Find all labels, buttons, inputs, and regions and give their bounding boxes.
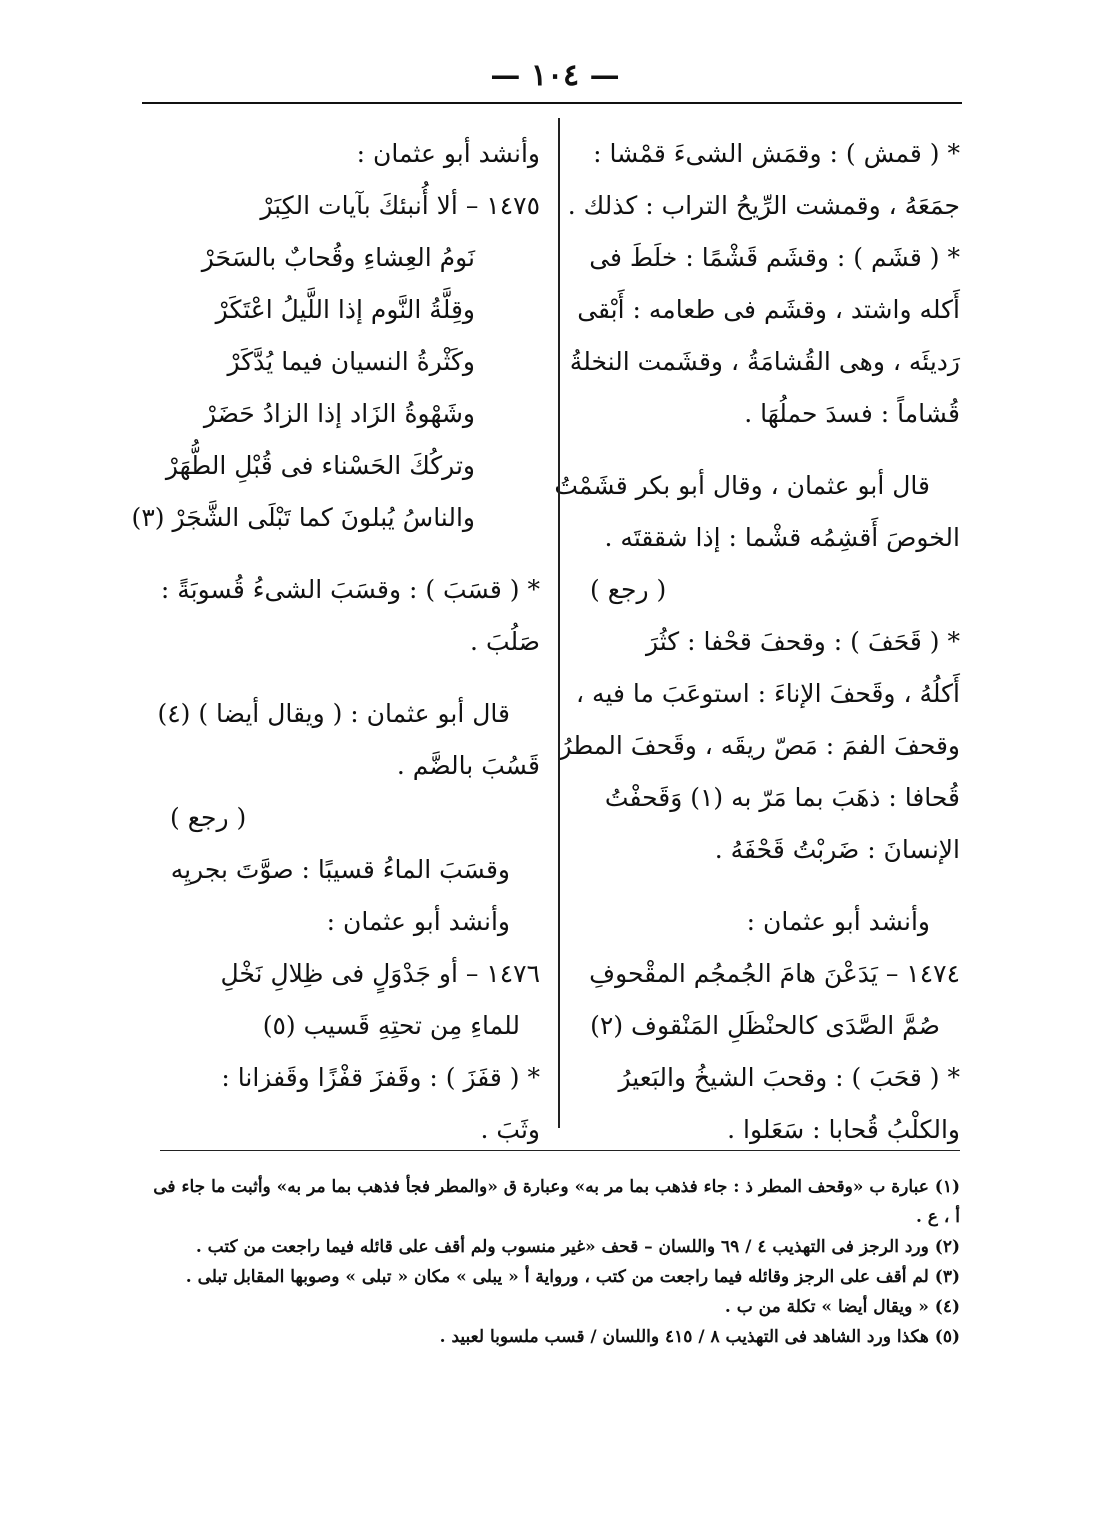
text-line: قُحافا : ذهَبَ بما مَرّ به (١) وَقَحفْتُ <box>604 783 960 812</box>
text-line: * ( قشَم ) : وقشَم قَشْمًا : خلَطَ فى <box>589 243 960 272</box>
verse-line: ١٤٧٥ – ألا أُنبئكَ بآيات الكِبَرْ <box>260 191 540 220</box>
verse-line: نَومُ العِشاءِ وقُحابٌ بالسَحَرْ <box>201 243 475 272</box>
text-line: وقسَبَ الماءُ قسيبًا : صوَّتَ بجريِه <box>170 855 510 884</box>
footnote: (٤) « ويقال أيضا » تكلة من ب . <box>724 1297 960 1317</box>
verse-line: ١٤٧٦ – أو جَدْوَلٍ فى ظِلالِ نَخْلِ <box>220 959 540 988</box>
footnote: أ ، ع . <box>915 1207 960 1227</box>
text-line: * ( قمش ) : وقمَش الشىءَ قمْشا : <box>593 139 960 168</box>
footnote: (٢) ورد الرجز فى التهذيب ٤ / ٦٩ واللسان – قحف «غير منسوب ولم أقف على قائله فيما راجعت من كتب . <box>195 1237 960 1257</box>
return-marker: ( رجع ) <box>170 803 247 832</box>
verse-line: وشَهْوةُ الزَاد إذا الزادُ حَضَرْ <box>203 399 475 428</box>
text-line: الخوصَ أَقشِمُه قشْما : إذا شققتَه . <box>604 523 960 552</box>
text-line: قال أبو عثمان : ( ويقال أيضا ) (٤) <box>157 699 510 728</box>
right-column <box>554 128 960 1156</box>
text-line: الإنسانَ : ضَربْتُ قَحْفَهُ . <box>714 835 960 864</box>
header-divider <box>142 102 962 104</box>
text-line: قَسُبَ بالضَّم . <box>396 751 540 780</box>
verse-line: وكَثْرةُ النسيان فيما يُدَّكَرْ <box>227 347 475 376</box>
text-line: وقحفَ الفمَ : مَصّ ريقَه ، وقَحفَ المطرُ <box>559 731 960 760</box>
verse-line: صُمَّ الصَّدَى كالحنْظَلِ المَنْقوف (٢) <box>590 1011 940 1040</box>
text-line: * ( قفَزَ ) : وقَفزَ قفْزًا وقَفزانا : <box>221 1063 540 1092</box>
text-line: وأنشد أبو عثمان : <box>356 139 540 168</box>
verse-line: والناسُ يُبلونَ كما تَبْلَى الشَّجَرْ (٣) <box>131 503 475 532</box>
text-line: والكلْبُ قُحابا : سَعَلوا . <box>727 1115 960 1144</box>
verse-line: للماءِ مِن تحتِهِ قَسيب (٥) <box>262 1011 520 1040</box>
verse-line: ١٤٧٤ – يَدَعْنَ هامَ الجُمجُم المقْحوفِ <box>589 959 960 988</box>
text-line: قال أبو عثمان ، وقال أبو بكر قشَمْتُ <box>554 471 930 500</box>
page-number: — ١٠٤ — <box>490 58 620 93</box>
left-column <box>131 128 540 1156</box>
text-line: جمَعَهُ ، وقمشت الرِّيحُ التراب : كذلك . <box>567 191 960 220</box>
text-line: قُشاماً : فسدَ حملُهَا . <box>744 399 960 428</box>
text-line: وأنشد أبو عثمان : <box>746 907 930 936</box>
text-line: أَكلُهُ ، وقَحفَ الإناءَ : استوعَبَ ما فيه ، <box>576 679 960 708</box>
text-line: وثَبَ . <box>480 1115 540 1144</box>
column-divider <box>558 118 560 1128</box>
text-line: * ( قحَبَ ) : وقحبَ الشيخُ والبَعيرُ <box>618 1063 960 1092</box>
verse-line: وتركُكَ الحَسْناء فى قُبْلِ الطُّهَرْ <box>165 451 475 480</box>
text-line: صَلُبَ . <box>470 627 540 656</box>
footnote: (٣) لم أقف على الرجز وقائله فيما راجعت من كتب ، ورواية أ « يبلى » مكان « تبلى » وصوبها المقابل تبلى . <box>185 1267 960 1287</box>
footnote-divider <box>160 1150 960 1151</box>
footnote: (١) عبارة ب «وقحف المطر ذ : جاء فذهب بما مر به» وعبارة ق «والمطر فجأ فذهب بما مر به» وأثبت ما جاء فى <box>153 1177 960 1197</box>
text-line: وأنشد أبو عثمان : <box>326 907 510 936</box>
return-marker: ( رجع ) <box>590 575 667 604</box>
text-line: * ( قَحَفَ ) : وقحفَ قحْفا : كثُرَ <box>645 627 960 656</box>
text-line: أَكله واشتد ، وقشَم فى طعامه : أَبْقى <box>577 295 960 324</box>
footnotes <box>153 1172 960 1352</box>
footnote: (٥) هكذا ورد الشاهد فى التهذيب ٨ / ٤١٥ واللسان / قسب ملسوبا لعبيد . <box>439 1327 960 1347</box>
text-line: * ( قسَبَ ) : وقسَبَ الشىءُ قُسوبَةً : <box>160 575 540 604</box>
verse-line: وقِلَّةُ النَّوم إذا اللَّيلُ اعْتَكَرْ <box>215 295 475 324</box>
text-line: رَديئَه ، وهى القُشامَةُ ، وقشَمت النخلةُ <box>569 347 960 376</box>
